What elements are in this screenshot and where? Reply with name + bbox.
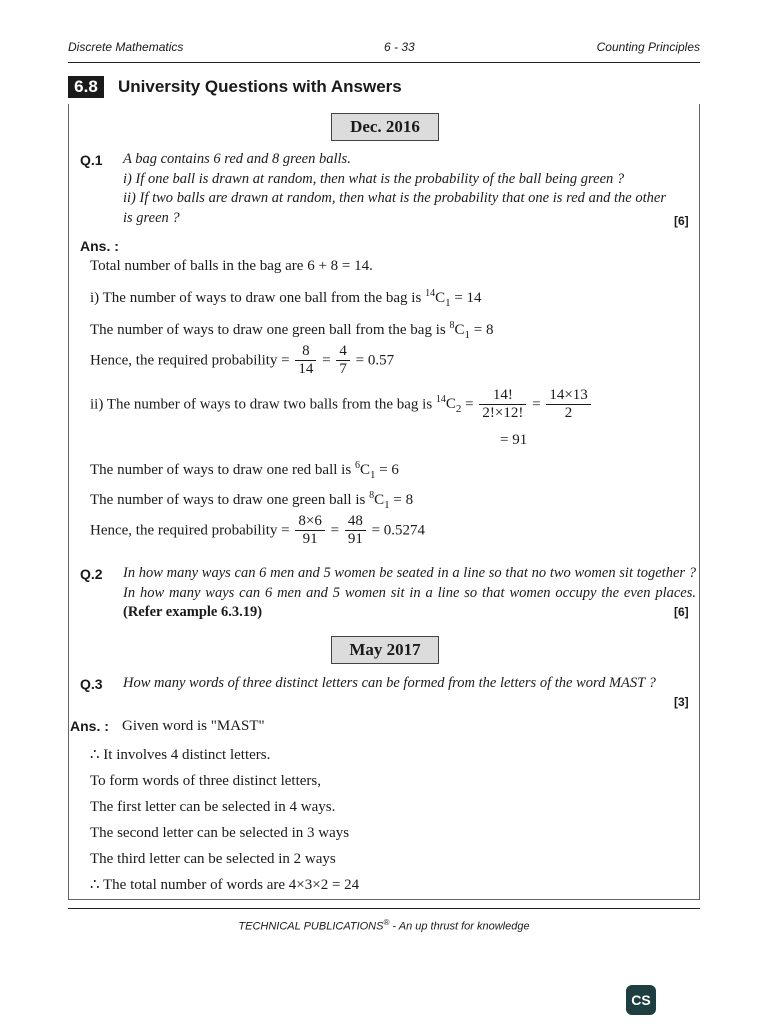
scanner-badge-icon: CS [626, 985, 656, 1015]
answer-line: The number of ways to draw one green ball is $^8C_1 = 8$ [90, 490, 414, 511]
footer-text: TECHNICAL PUBLICATIONS® - An up thrust for knowledge [238, 918, 530, 933]
answer-line: The third letter can be selected in 2 ways [90, 851, 336, 867]
header-rule [68, 62, 700, 63]
question-number: Q.3 [80, 676, 103, 692]
answer-label: Ans. : [70, 718, 109, 734]
section-title: University Questions with Answers [118, 77, 402, 96]
answer-line: Hence, the required probability = $\frac{8}{14}$ = $\frac{4}{7}$ = 0.57 [90, 343, 395, 377]
footer-rule [68, 908, 700, 909]
answer-line: ∴ The total number of words are 4×3×2 = 24 [90, 877, 360, 893]
exam-tag-may-2017: May 2017 [331, 636, 439, 664]
answer-label: Ans. : [80, 238, 119, 254]
fraction: $\frac{14!}{2!\times 12!}$ [479, 387, 526, 422]
question-text [123, 150, 696, 228]
answer-line: The number of ways to draw one red ball is $^6C_1 = 6$ [90, 460, 399, 481]
question-text: In how many ways can 6 men and 5 women be seated in a line so that no two women sit together ? In how many ways can 6 men and 5 women sit in a line so that women occupy the even places. (Refer example 6.3.19) [123, 565, 696, 620]
marks-badge: [3] [674, 695, 689, 709]
question-text: How many words of three distinct letters can be formed from the letters of the word MAST ? [123, 675, 656, 691]
question-number: Q.2 [80, 566, 103, 582]
answer-line: ∴ It involves 4 distinct letters. [90, 747, 271, 763]
answer-line: To form words of three distinct letters, [90, 773, 321, 789]
answer-line: The second letter can be selected in 3 ways [90, 825, 350, 841]
running-header-left: Discrete Mathematics [68, 40, 184, 54]
fraction: $\frac{8\times 6}{91}$ [295, 513, 324, 548]
fraction: $\frac{8}{14}$ [295, 343, 316, 378]
fraction: $\frac{4}{7}$ [336, 343, 350, 378]
answer-line: ii) The number of ways to draw two balls from the bag is $^{14}C_2$ = $\frac{14!}{2!\times 12!}$ = $\frac{14\times 13}{2}$ [90, 387, 593, 422]
question-line: A bag contains 6 red and 8 green balls. [123, 151, 351, 167]
answer-line: The number of ways to draw one green ball from the bag is $^8C_1 = 8$ [90, 320, 494, 341]
answer-line: = 91 [500, 432, 528, 448]
fraction: $\frac{48}{91}$ [345, 513, 366, 548]
answer-line: Hence, the required probability = $\frac{8\times 6}{91}$ = $\frac{48}{91}$ = 0.5274 [90, 513, 426, 547]
answer-line: Total number of balls in the bag are 6 + 8 = 14. [90, 258, 373, 274]
section-number: 6.8 [68, 76, 104, 98]
answer-line: Given word is "MAST" [122, 718, 265, 734]
question-line: ii) If two balls are drawn at random, then what is the probability that one is red and the other is green ? [123, 190, 666, 226]
question-number: Q.1 [80, 152, 103, 168]
running-header-right: Counting Principles [596, 40, 700, 54]
fraction: $\frac{14\times 13}{2}$ [546, 387, 590, 422]
question-line: i) If one ball is drawn at random, then what is the probability of the ball being green ? [123, 170, 625, 187]
answer-line: The first letter can be selected in 4 ways. [90, 799, 336, 815]
exam-tag-dec-2016: Dec. 2016 [331, 113, 439, 141]
page-number: 6 - 33 [384, 40, 415, 54]
answer-line: i) The number of ways to draw one ball from the bag is $^{14}C_1 = 14$ [90, 288, 482, 309]
marks-badge: [6] [674, 214, 689, 228]
marks-badge: [6] [674, 605, 689, 619]
